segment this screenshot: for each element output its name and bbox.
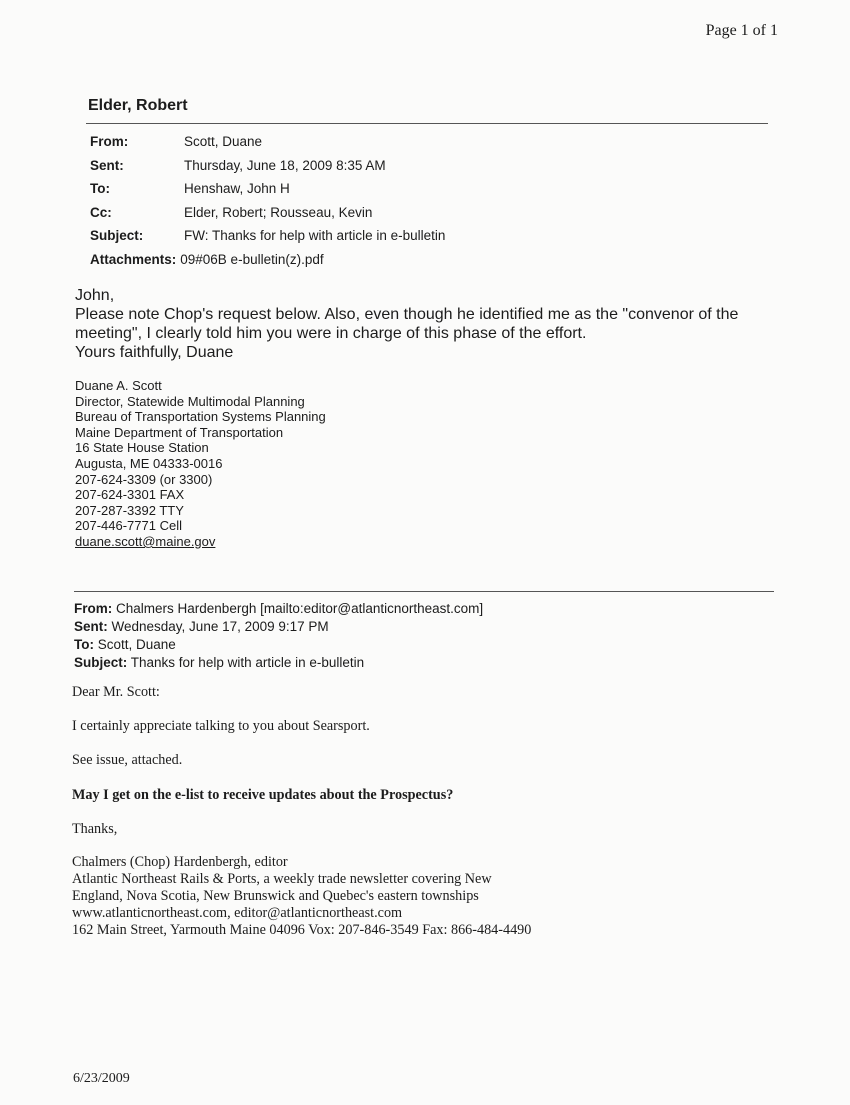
fwd-signature-line: 162 Main Street, Yarmouth Maine 04096 Vox: 207-846-3549 Fax: 866-484-4490 [72, 922, 532, 938]
attachment-file[interactable]: 09#06B e-bulletin(z).pdf [180, 251, 324, 267]
fwd-thanks: Thanks, [72, 821, 118, 837]
attachments-label: Attachments: [90, 251, 177, 267]
header-divider [86, 123, 768, 124]
sent-value: Thursday, June 18, 2009 8:35 AM [184, 157, 386, 173]
signature-name: Duane A. Scott [75, 378, 162, 393]
subject-label: Subject: [90, 228, 144, 243]
sent-row [90, 158, 770, 182]
signature-email-link[interactable]: duane.scott@maine.gov [75, 533, 216, 549]
forward-divider [74, 591, 774, 592]
fwd-signature-line: Atlantic Northeast Rails & Ports, a weekly trade newsletter covering New [72, 871, 492, 887]
signature-fax: 207-624-3301 FAX [75, 487, 185, 503]
cc-label: Cc: [90, 204, 112, 220]
fwd-subject-row [74, 654, 774, 672]
print-date: 6/23/2009 [73, 1071, 130, 1086]
message-greeting: John, [75, 287, 115, 304]
fwd-subject-value: Thanks for help with article in e-bulletin [130, 655, 365, 670]
cc-value: Elder, Robert; Rousseau, Kevin [184, 204, 373, 220]
fwd-signature-line: Chalmers (Chop) Hardenbergh, editor [72, 854, 288, 870]
subject-value: FW: Thanks for help with article in e-bulletin [184, 228, 446, 243]
signature-station: 16 State House Station [75, 440, 209, 456]
fwd-salutation: Dear Mr. Scott: [72, 684, 160, 700]
fwd-from-value: Chalmers Hardenbergh [mailto:editor@atlanticnortheast.com] [116, 601, 484, 616]
fwd-to-row [74, 636, 774, 654]
mailbox-owner: Elder, Robert [88, 97, 188, 114]
forwarded-header [74, 600, 774, 672]
page-number: Page 1 of 1 [705, 22, 778, 39]
fwd-signature-line: www.atlanticnortheast.com, editor@atlanticnortheast.com [72, 905, 403, 921]
fwd-paragraph: See issue, attached. [72, 752, 183, 768]
subject-row [90, 228, 770, 252]
attachments-row [90, 252, 770, 276]
from-label: From: [90, 134, 129, 149]
signature-department: Maine Department of Transportation [75, 424, 284, 440]
sent-label: Sent: [90, 157, 124, 173]
signature-title: Director, Statewide Multimodal Planning [75, 393, 305, 409]
to-label: To: [90, 181, 110, 196]
fwd-sent-label: Sent: [74, 619, 108, 634]
fwd-to-value: Scott, Duane [97, 637, 176, 652]
fwd-paragraph: I certainly appreciate talking to you about Searsport. [72, 718, 370, 734]
to-row [90, 181, 770, 205]
message-closing: Yours faithfully, Duane [75, 344, 234, 361]
fwd-sent-value: Wednesday, June 17, 2009 9:17 PM [111, 619, 329, 634]
from-value: Scott, Duane [184, 134, 263, 149]
sender-signature [75, 378, 475, 550]
fwd-to-label: To: [74, 637, 94, 652]
fwd-request: May I get on the e-list to receive updates about the Prospectus? [72, 787, 454, 803]
signature-city: Augusta, ME 04333-0016 [75, 455, 223, 471]
signature-cell: 207-446-7771 Cell [75, 518, 182, 534]
fwd-subject-label: Subject: [74, 655, 128, 670]
email-header [90, 134, 770, 275]
fwd-from-label: From: [74, 601, 113, 616]
signature-phone: 207-624-3309 (or 3300) [75, 471, 213, 487]
message-line: meeting", I clearly told him you were in charge of this phase of the effort. [75, 325, 587, 342]
fwd-from-row [74, 600, 774, 618]
signature-bureau: Bureau of Transportation Systems Planning [75, 409, 326, 425]
cc-row [90, 205, 770, 229]
signature-tty: 207-287-3392 TTY [75, 502, 184, 518]
fwd-sent-row [74, 618, 774, 636]
to-value: Henshaw, John H [184, 181, 290, 196]
from-row [90, 134, 770, 158]
fwd-signature-line: England, Nova Scotia, New Brunswick and Quebec's eastern townships [72, 888, 479, 904]
message-line: Please note Chop's request below. Also, even though he identified me as the "convenor of the [75, 306, 739, 323]
message-body [75, 286, 795, 362]
